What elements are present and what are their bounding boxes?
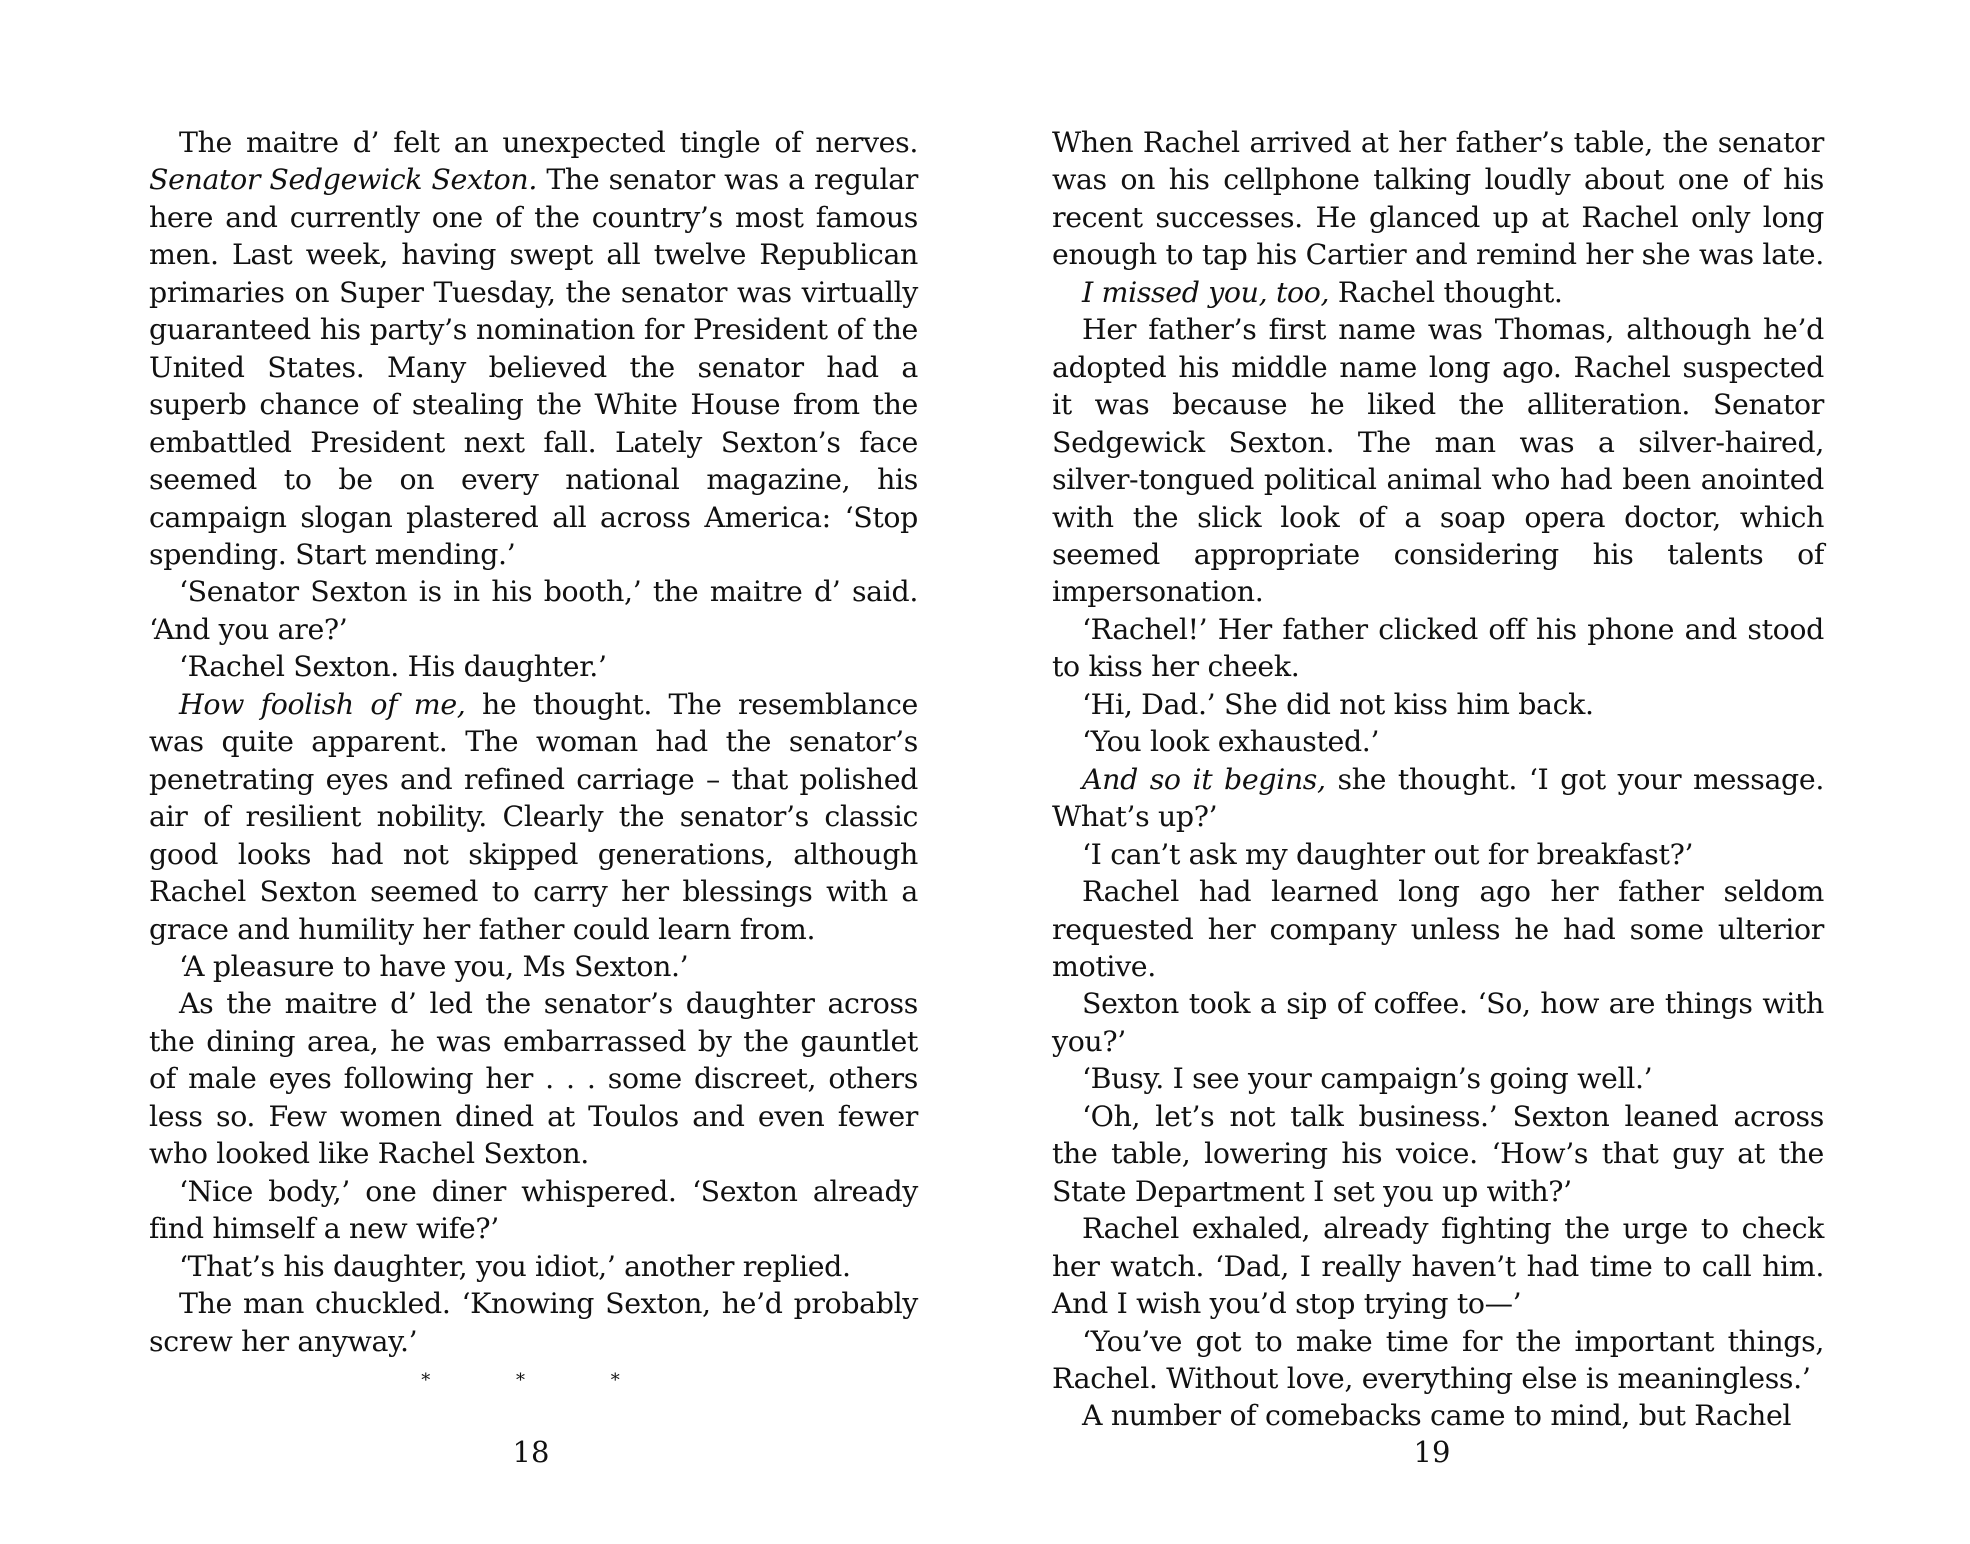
paragraph [149,686,918,948]
paragraph [1052,686,1824,723]
text-run: When Rachel arrived at her father’s table, the senator was on his cellphone talking loudly about one of his recent successes. He glanced up at Rachel only long enough to tap his Cartier and remind her she was late. [1052,126,1824,272]
paragraph [149,1248,918,1285]
text-run: ‘You look exhausted.’ [1082,725,1380,759]
section-break: * * * [421,1369,620,1391]
italic-text: How foolish of me, [179,687,466,721]
paragraph [149,648,918,685]
paragraph [149,985,918,1172]
italic-text: And so it begins, [1082,762,1326,796]
paragraph [1052,124,1824,274]
paragraph [149,1173,918,1248]
paragraph [1052,836,1824,873]
text-run: As the maitre d’ led the senator’s daughter across the dining area, he was embarrassed by the gauntlet of male eyes following her . . . some discreet, others less so. Few women dined at Toulos and even fewer who looked like Rachel Sexton. [149,987,918,1171]
text-run: she thought. ‘I got your message. What’s up?’ [1052,762,1824,834]
paragraph [1052,1323,1824,1398]
text-run: ‘Nice body,’ one diner whispered. ‘Sexton already find himself a new wife?’ [149,1174,918,1246]
paragraph [149,1285,918,1360]
page-number-right: 19 [1413,1435,1451,1469]
text-run: Rachel exhaled, already fighting the urge to check her watch. ‘Dad, I really haven’t had time to call him. And I wish you’d stop trying to—’ [1052,1212,1824,1321]
paragraph [149,124,918,573]
text-run: ‘Rachel!’ Her father clicked off his phone and stood to kiss her cheek. [1052,612,1824,684]
text-run: A number of comebacks came to mind, but Rachel [1082,1399,1792,1433]
text-run: The maitre d’ felt an unexpected tingle of nerves. [179,126,918,159]
paragraph [149,573,918,648]
paragraph [1052,1397,1824,1434]
paragraph [1052,985,1824,1060]
paragraph [1052,761,1824,836]
left-page-body [149,124,918,1360]
paragraph [1052,1060,1824,1097]
text-run: ‘A pleasure to have you, Ms Sexton.’ [179,949,689,983]
text-run: Rachel thought. [1329,275,1563,309]
paragraph [1052,274,1824,311]
right-page-body [1052,124,1824,1435]
text-run: Rachel had learned long ago her father seldom requested her company unless he had some ulterior motive. [1052,875,1824,983]
text-run: ‘Senator Sexton is in his booth,’ the maitre d’ said. ‘And you are?’ [149,575,918,646]
paragraph [1052,1210,1824,1322]
paragraph [1052,311,1824,611]
text-run: The senator was a regular here and currently one of the country’s most famous men. Last week, having swept all twelve Republican primaries on Super Tuesday, the senator was virtually guaranteed his party’s nomination for President of the United States. Many believed the senator had a superb chance of stealing the White House from the embattled President next fall. Lately Sexton’s face seemed to be on every national magazine, his campaign slogan plastered all across America: ‘Stop spending. Start mending.’ [149,163,918,571]
paragraph [149,948,918,985]
paragraph [1052,611,1824,686]
text-run: The man chuckled. ‘Knowing Sexton, he’d probably screw her anyway.’ [149,1287,918,1358]
text-run: ‘Busy. I see your campaign’s going well.’ [1082,1062,1653,1096]
right-page [1052,124,1824,1435]
text-run: ‘Rachel Sexton. His daughter.’ [179,650,607,684]
text-run: ‘Hi, Dad.’ She did not kiss him back. [1082,687,1594,721]
text-run: Sexton took a sip of coffee. ‘So, how are things with you?’ [1052,987,1824,1058]
text-run: ‘You’ve got to make time for the important things, Rachel. Without love, everything else is meaningless.’ [1052,1324,1824,1395]
text-run: he thought. The resemblance was quite apparent. The woman had the senator’s penetrating eyes and refined carriage – that polished air of resilient nobility. Clearly the senator’s classic good looks had not skipped generations, although Rachel Sexton seemed to carry her blessings with a grace and humility her father could learn from. [149,687,919,946]
italic-text: I missed you, too, [1082,275,1330,309]
paragraph [1052,873,1824,985]
left-page [149,124,918,1396]
text-run: Her father’s first name was Thomas, although he’d adopted his middle name long ago. Rachel suspected it was because he liked the alliteration. Senator Sedgewick Sexton. The man was a silver-haired, silver-tongued political animal who had been anointed with the slick look of a soap opera doctor, which seemed appropriate considering his talents of impersonation. [1052,313,1824,609]
text-run: ‘Oh, let’s not talk business.’ Sexton leaned across the table, lowering his voice. ‘How’s that guy at the State Department I set you up with?’ [1052,1099,1824,1208]
text-run: ‘That’s his daughter, you idiot,’ another replied. [179,1249,851,1283]
text-run: ‘I can’t ask my daughter out for breakfast?’ [1082,837,1694,871]
paragraph [1052,723,1824,760]
paragraph [1052,1098,1824,1210]
italic-text: Senator Sedgewick Sexton. [149,163,538,197]
page-number-left: 18 [512,1435,550,1469]
